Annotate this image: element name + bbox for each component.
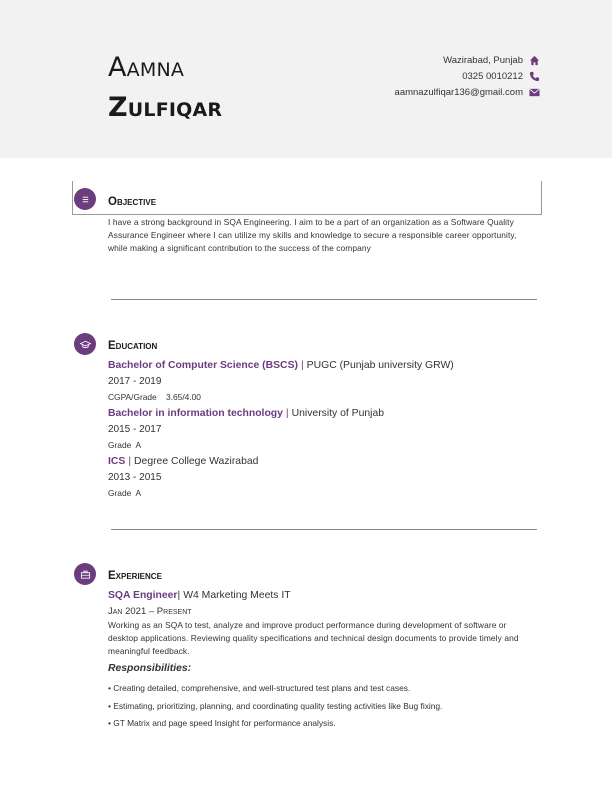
mail-icon — [529, 87, 540, 98]
school-name: PUGC (Punjab university GRW) — [306, 360, 454, 371]
section-divider — [111, 299, 537, 300]
school-name: Degree College Wazirabad — [134, 456, 259, 467]
contact-location — [443, 55, 540, 66]
degree-separator: | — [285, 408, 289, 419]
school-name: University of Punjab — [291, 408, 385, 419]
job-separator: | — [177, 590, 181, 601]
job-dates: Jan 2021 – Present — [108, 606, 192, 617]
degree-title: Bachelor in information technology — [108, 408, 283, 419]
phone-text: 0325 0010212 — [462, 71, 523, 82]
education-grade: CGPA/Grade 3.65/4.00 — [108, 392, 201, 402]
list-icon — [74, 188, 96, 210]
briefcase-icon — [74, 563, 96, 585]
contact-phone — [462, 71, 540, 82]
objective-text: I have a strong background in SQA Engineering. I aim to be a part of an organization as a Software Quality Assurance Engineer where I can utilize my skills and knowledge to secure a responsible career opportunity, while making a significant contribution to the success of the company — [108, 217, 517, 254]
home-icon — [529, 55, 540, 66]
responsibility-item: • Estimating, prioritizing, planning, and coordinating quality testing activities like Bug fixing. — [108, 701, 443, 711]
education-heading: Education — [108, 340, 158, 352]
education-years: 2015 - 2017 — [108, 424, 162, 435]
education-entry — [108, 408, 384, 419]
education-years: 2013 - 2015 — [108, 472, 162, 483]
graduation-cap-icon — [74, 333, 96, 355]
experience-heading: Experience — [108, 570, 162, 582]
degree-separator: | — [128, 456, 132, 467]
job-description: Working as an SQA to test, analyze and improve product performance during development of software or desktop applications. Reviewing quality specifications and technical design documents to provide timely and meaningful feedback. — [108, 620, 519, 657]
job-entry — [108, 590, 291, 601]
education-entry — [108, 360, 454, 371]
contact-email — [395, 87, 540, 98]
objective-heading: Objective — [108, 196, 157, 208]
location-text: Wazirabad, Punjab — [443, 55, 523, 66]
last-name: Zulfiqar — [108, 92, 223, 123]
email-text[interactable]: aamnazulfiqar136@gmail.com — [394, 87, 523, 98]
responsibility-item: • GT Matrix and page speed Insight for performance analysis. — [108, 718, 336, 728]
first-name: Aamna — [108, 52, 185, 83]
education-years: 2017 - 2019 — [108, 376, 162, 387]
responsibilities-label: Responsibilities: — [108, 663, 192, 674]
company-name: W4 Marketing Meets IT — [183, 590, 291, 601]
degree-separator: | — [300, 360, 304, 371]
responsibility-item: • Creating detailed, comprehensive, and well-structured test plans and test cases. — [108, 683, 411, 693]
section-divider — [111, 529, 537, 530]
job-title: SQA Engineer — [108, 590, 178, 601]
education-grade: Grade A — [108, 440, 142, 450]
phone-icon — [529, 71, 540, 82]
degree-title: ICS — [108, 456, 126, 467]
education-entry — [108, 456, 258, 467]
degree-title: Bachelor of Computer Science (BSCS) — [108, 360, 298, 371]
education-grade: Grade A — [108, 488, 142, 498]
